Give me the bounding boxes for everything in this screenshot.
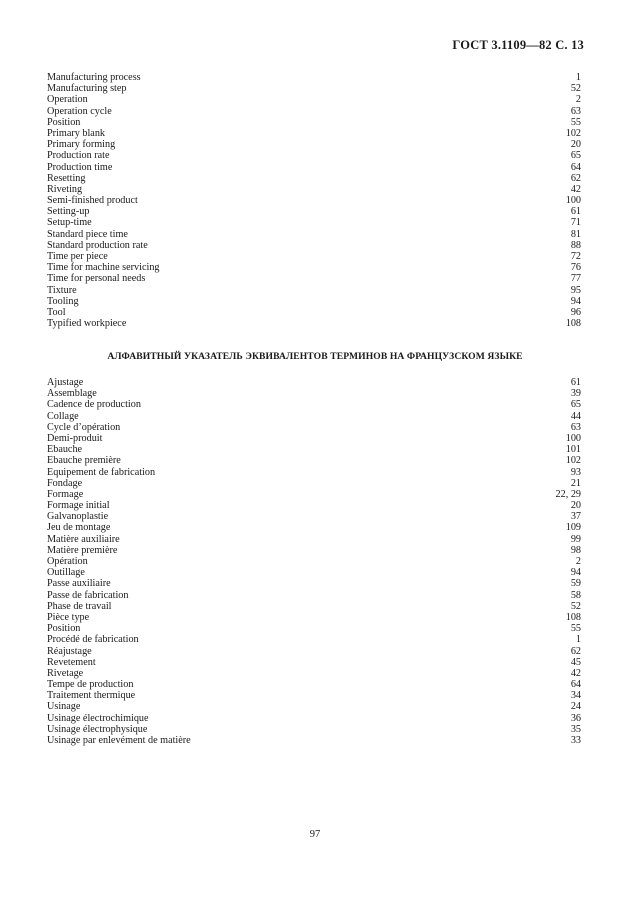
index-page-ref: 64 [570, 161, 581, 173]
index-page-ref: 44 [570, 410, 581, 422]
index-term: Setup-time [47, 217, 92, 229]
index-term: Demi-produit [47, 432, 103, 444]
index-page-ref: 98 [570, 544, 581, 556]
index-term: Formage initial [47, 500, 110, 512]
index-page-ref: 71 [570, 217, 581, 229]
index-term: Position [47, 116, 81, 128]
index-page-ref: 102 [565, 127, 581, 139]
index-entry [47, 534, 581, 545]
index-entry [47, 94, 581, 105]
index-page-ref: 109 [565, 522, 581, 534]
index-entry [47, 139, 581, 150]
index-term: Manufacturing step [47, 83, 127, 95]
index-entry [47, 162, 581, 173]
index-entry [47, 262, 581, 273]
index-entry [47, 184, 581, 195]
index-entry [47, 106, 581, 117]
index-entry [47, 679, 581, 690]
index-entry [47, 206, 581, 217]
index-entry [47, 467, 581, 478]
index-term: Time for personal needs [47, 273, 146, 285]
index-term: Cycle d’opération [47, 421, 121, 433]
index-term: Ebauche première [47, 455, 121, 467]
index-entry [47, 578, 581, 589]
index-term: Usinage [47, 701, 81, 713]
index-page-ref: 63 [570, 105, 581, 117]
index-page-ref: 99 [570, 533, 581, 545]
index-term: Tempe de production [47, 679, 134, 691]
index-term: Usinage électrochimique [47, 712, 149, 724]
index-term: Opération [47, 556, 88, 567]
index-entry [47, 296, 581, 307]
index-term: Fondage [47, 477, 83, 489]
index-term: Assemblage [47, 388, 97, 400]
index-page-ref: 61 [570, 377, 581, 388]
french-terms-index [47, 377, 581, 746]
index-page-ref: 95 [570, 284, 581, 296]
index-term: Réajustage [47, 645, 92, 657]
index-page-ref: 55 [570, 623, 581, 635]
index-entry [47, 646, 581, 657]
index-term: Production time [47, 161, 113, 173]
index-entry [47, 173, 581, 184]
index-page-ref: 61 [570, 206, 581, 218]
index-page-ref: 59 [570, 578, 581, 590]
index-page-ref: 20 [570, 500, 581, 512]
page-number: 97 [309, 829, 321, 840]
index-entry [47, 601, 581, 612]
index-entry [47, 285, 581, 296]
index-page-ref: 77 [570, 273, 581, 285]
index-entry [47, 433, 581, 444]
index-entry [47, 556, 581, 567]
index-entry [47, 150, 581, 161]
index-page-ref: 22, 29 [555, 488, 581, 500]
index-entry [47, 701, 581, 712]
english-terms-index [47, 72, 581, 329]
index-term: Setting-up [47, 206, 90, 218]
index-term: Procédé de fabrication [47, 634, 139, 646]
index-term: Collage [47, 410, 79, 422]
index-page-ref: 45 [570, 656, 581, 668]
index-entry [47, 444, 581, 455]
index-page-ref: 76 [570, 262, 581, 274]
index-page-ref: 62 [570, 172, 581, 184]
index-page-ref: 94 [570, 567, 581, 579]
index-page-ref: 36 [570, 712, 581, 724]
index-page-ref: 37 [570, 511, 581, 523]
index-page-ref: 42 [570, 183, 581, 195]
index-term: Manufacturing process [47, 72, 141, 83]
index-term: Standard piece time [47, 228, 128, 240]
index-page-ref: 93 [570, 466, 581, 478]
index-term: Resetting [47, 172, 86, 184]
index-page-ref: 64 [570, 679, 581, 691]
index-page-ref: 72 [570, 251, 581, 262]
index-term: Operation [47, 94, 88, 106]
index-term: Formage [47, 488, 84, 500]
index-entry [47, 455, 581, 466]
index-entry [47, 690, 581, 701]
index-entry [47, 489, 581, 500]
index-entry [47, 195, 581, 206]
index-page-ref: 108 [565, 611, 581, 623]
index-page-ref: 2 [575, 556, 581, 567]
index-term: Equipement de fabrication [47, 466, 156, 478]
index-entry [47, 590, 581, 601]
index-term: Passe auxiliaire [47, 578, 111, 590]
index-entry [47, 522, 581, 533]
index-page-ref: 52 [570, 83, 581, 95]
index-page-ref: 39 [570, 388, 581, 400]
index-entry [47, 478, 581, 489]
index-entry [47, 657, 581, 668]
index-entry [47, 72, 581, 83]
index-entry [47, 240, 581, 251]
index-page-ref: 21 [570, 477, 581, 489]
index-term: Revetement [47, 656, 96, 668]
index-term: Semi-finished product [47, 195, 138, 207]
index-page-ref: 35 [570, 723, 581, 735]
index-page-ref: 102 [565, 455, 581, 467]
index-term: Tixture [47, 284, 77, 296]
index-term: Galvanoplastie [47, 511, 109, 523]
index-page-ref: 2 [575, 94, 581, 106]
index-entry [47, 411, 581, 422]
index-entry [47, 229, 581, 240]
index-term: Traitement thermique [47, 690, 136, 702]
index-entry [47, 612, 581, 623]
index-page-ref: 58 [570, 589, 581, 601]
index-page-ref: 108 [565, 318, 581, 330]
index-term: Usinage par enlevément de matière [47, 735, 191, 746]
index-term: Ajustage [47, 377, 84, 388]
index-entry [47, 307, 581, 318]
index-entry [47, 500, 581, 511]
index-term: Tool [47, 306, 66, 318]
index-entry [47, 399, 581, 410]
index-term: Rivetage [47, 667, 84, 679]
index-term: Typified workpiece [47, 318, 127, 330]
index-term: Usinage électrophysique [47, 723, 148, 735]
index-page-ref: 1 [575, 72, 581, 83]
index-entry [47, 388, 581, 399]
index-page-ref: 24 [570, 701, 581, 713]
index-page-ref: 81 [570, 228, 581, 240]
index-page-ref: 1 [575, 634, 581, 646]
index-entry [47, 83, 581, 94]
index-page-ref: 101 [565, 444, 581, 456]
index-term: Pièce type [47, 611, 90, 623]
index-page-ref: 100 [565, 195, 581, 207]
index-term: Production rate [47, 150, 110, 162]
index-entry [47, 668, 581, 679]
index-term: Jeu de montage [47, 522, 111, 534]
index-page-ref: 94 [570, 295, 581, 307]
index-page-ref: 34 [570, 690, 581, 702]
index-entry [47, 251, 581, 262]
index-term: Cadence de production [47, 399, 141, 411]
index-term: Operation cycle [47, 105, 112, 117]
index-term: Tooling [47, 295, 79, 307]
index-page-ref: 65 [570, 399, 581, 411]
index-entry [47, 511, 581, 522]
index-term: Riveting [47, 183, 83, 195]
index-entry [47, 735, 581, 746]
index-entry [47, 117, 581, 128]
index-page-ref: 88 [570, 239, 581, 251]
index-page-ref: 33 [570, 735, 581, 746]
index-term: Position [47, 623, 81, 635]
index-term: Time for machine servicing [47, 262, 160, 274]
index-entry [47, 217, 581, 228]
document-reference-header: ГОСТ 3.1109—82 С. 13 [452, 38, 584, 52]
index-term: Primary blank [47, 127, 106, 139]
french-index-heading: АЛФАВИТНЫЙ УКАЗАТЕЛЬ ЭКВИВАЛЕНТОВ ТЕРМИНОВ НА ФРАНЦУЗСКОМ ЯЗЫКЕ [107, 351, 523, 362]
index-term: Phase de travail [47, 600, 112, 612]
index-page-ref: 65 [570, 150, 581, 162]
index-term: Matière première [47, 544, 118, 556]
index-entry [47, 713, 581, 724]
index-term: Standard production rate [47, 239, 148, 251]
index-entry [47, 567, 581, 578]
index-entry [47, 724, 581, 735]
index-term: Outillage [47, 567, 85, 579]
index-term: Passe de fabrication [47, 589, 129, 601]
index-page-ref: 20 [570, 139, 581, 151]
index-page-ref: 62 [570, 645, 581, 657]
index-page-ref: 63 [570, 421, 581, 433]
index-entry [47, 545, 581, 556]
index-entry [47, 377, 581, 388]
index-term: Time per piece [47, 251, 108, 262]
index-entry [47, 273, 581, 284]
index-entry [47, 128, 581, 139]
index-page-ref: 52 [570, 600, 581, 612]
index-entry [47, 634, 581, 645]
index-term: Primary forming [47, 139, 116, 151]
index-entry [47, 422, 581, 433]
index-page-ref: 96 [570, 306, 581, 318]
index-page-ref: 55 [570, 116, 581, 128]
index-term: Ebauche [47, 444, 83, 456]
index-page-ref: 42 [570, 667, 581, 679]
index-entry [47, 318, 581, 329]
index-page-ref: 100 [565, 432, 581, 444]
index-term: Matière auxiliaire [47, 533, 120, 545]
index-entry [47, 623, 581, 634]
